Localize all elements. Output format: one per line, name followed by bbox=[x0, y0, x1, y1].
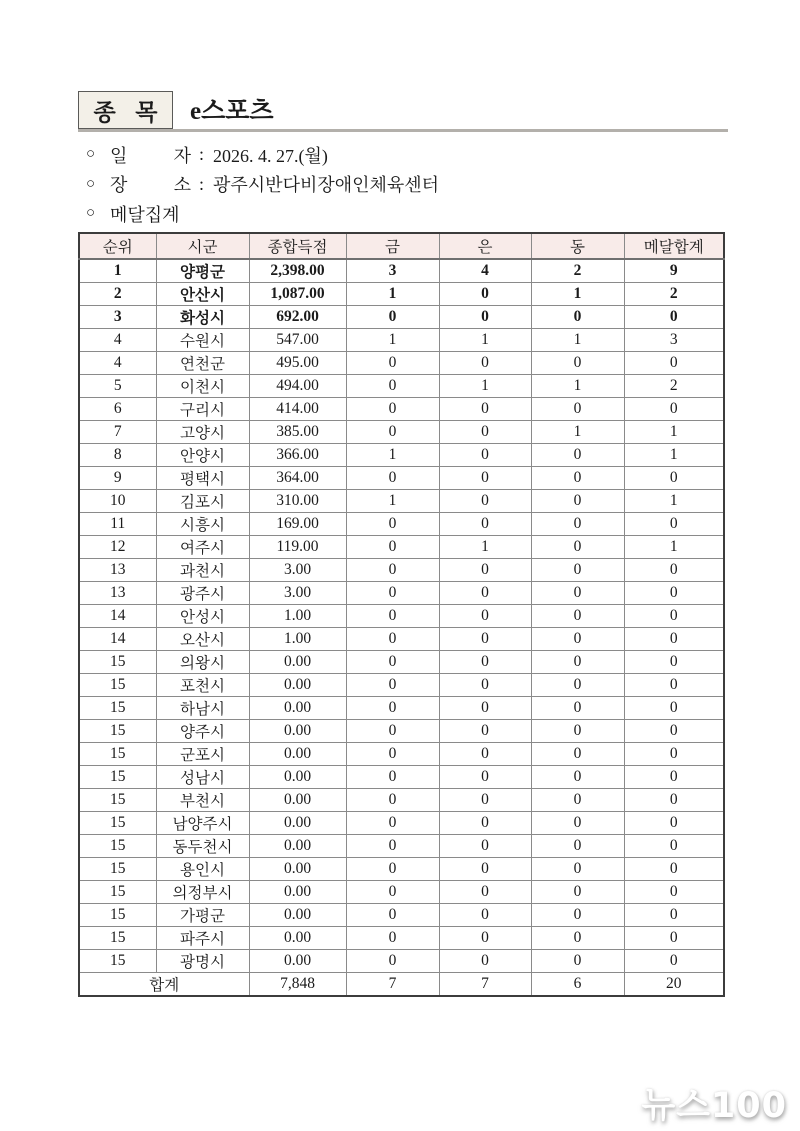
place-label: 장 소 bbox=[110, 175, 191, 196]
cell-score: 692.00 bbox=[249, 306, 346, 329]
cell-rank: 15 bbox=[79, 743, 156, 766]
cell-city: 구리시 bbox=[156, 398, 249, 421]
cell-bronze: 0 bbox=[531, 881, 624, 904]
cell-medal-total: 1 bbox=[624, 490, 724, 513]
cell-gold: 0 bbox=[346, 605, 439, 628]
cell-bronze: 0 bbox=[531, 904, 624, 927]
table-row bbox=[79, 490, 724, 513]
cell-medal-total: 2 bbox=[624, 375, 724, 398]
cell-bronze: 0 bbox=[531, 674, 624, 697]
cell-medal-total: 0 bbox=[624, 352, 724, 375]
cell-medal-total: 0 bbox=[624, 306, 724, 329]
category-header bbox=[78, 91, 728, 132]
cell-rank: 15 bbox=[79, 950, 156, 973]
cell-bronze: 1 bbox=[531, 329, 624, 352]
cell-gold: 0 bbox=[346, 674, 439, 697]
cell-silver: 0 bbox=[439, 398, 531, 421]
cell-medal-total: 0 bbox=[624, 950, 724, 973]
table-row bbox=[79, 927, 724, 950]
cell-city: 여주시 bbox=[156, 536, 249, 559]
cell-score: 494.00 bbox=[249, 375, 346, 398]
cell-gold: 1 bbox=[346, 283, 439, 306]
table-row bbox=[79, 858, 724, 881]
cell-silver: 0 bbox=[439, 421, 531, 444]
cell-silver: 0 bbox=[439, 950, 531, 973]
cell-rank: 14 bbox=[79, 605, 156, 628]
cell-bronze: 0 bbox=[531, 950, 624, 973]
cell-rank: 13 bbox=[79, 559, 156, 582]
cell-medal-total: 0 bbox=[624, 697, 724, 720]
medal-tally-label: 메달집계 bbox=[110, 204, 180, 225]
col-header-medal-total: 메달합계 bbox=[624, 233, 724, 259]
cell-gold: 0 bbox=[346, 950, 439, 973]
cell-medal-total: 0 bbox=[624, 398, 724, 421]
table-row bbox=[79, 513, 724, 536]
category-label bbox=[94, 94, 158, 127]
cell-score: 3.00 bbox=[249, 559, 346, 582]
cell-medal-total: 0 bbox=[624, 720, 724, 743]
date-value: 2026. 4. 27.(월) bbox=[213, 145, 328, 166]
table-row bbox=[79, 904, 724, 927]
total-silver: 7 bbox=[439, 973, 531, 997]
cell-silver: 0 bbox=[439, 283, 531, 306]
cell-rank: 15 bbox=[79, 927, 156, 950]
cell-silver: 0 bbox=[439, 352, 531, 375]
cell-medal-total: 0 bbox=[624, 766, 724, 789]
cell-score: 0.00 bbox=[249, 674, 346, 697]
cell-score: 0.00 bbox=[249, 950, 346, 973]
cell-medal-total: 0 bbox=[624, 904, 724, 927]
cell-city: 남양주시 bbox=[156, 812, 249, 835]
cell-gold: 0 bbox=[346, 513, 439, 536]
cell-city: 과천시 bbox=[156, 559, 249, 582]
cell-city: 파주시 bbox=[156, 927, 249, 950]
cell-bronze: 0 bbox=[531, 766, 624, 789]
cell-silver: 0 bbox=[439, 927, 531, 950]
cell-medal-total: 0 bbox=[624, 467, 724, 490]
cell-gold: 0 bbox=[346, 697, 439, 720]
cell-silver: 0 bbox=[439, 467, 531, 490]
cell-medal-total: 3 bbox=[624, 329, 724, 352]
table-row bbox=[79, 628, 724, 651]
col-header-rank: 순위 bbox=[79, 233, 156, 259]
circle-bullet-icon: ○ bbox=[86, 146, 96, 163]
cell-city: 의왕시 bbox=[156, 651, 249, 674]
table-row bbox=[79, 835, 724, 858]
cell-score: 3.00 bbox=[249, 582, 346, 605]
cell-medal-total: 0 bbox=[624, 628, 724, 651]
cell-medal-total: 0 bbox=[624, 743, 724, 766]
cell-score: 0.00 bbox=[249, 743, 346, 766]
table-row bbox=[79, 812, 724, 835]
cell-gold: 0 bbox=[346, 720, 439, 743]
cell-city: 고양시 bbox=[156, 421, 249, 444]
table-row bbox=[79, 559, 724, 582]
cell-city: 가평군 bbox=[156, 904, 249, 927]
cell-medal-total: 0 bbox=[624, 559, 724, 582]
cell-rank: 15 bbox=[79, 651, 156, 674]
table-row bbox=[79, 720, 724, 743]
table-row bbox=[79, 421, 724, 444]
table-row bbox=[79, 582, 724, 605]
cell-bronze: 0 bbox=[531, 651, 624, 674]
cell-city: 평택시 bbox=[156, 467, 249, 490]
news100-watermark-logo: 뉴스100 bbox=[641, 1086, 787, 1126]
table-row bbox=[79, 950, 724, 973]
cell-bronze: 0 bbox=[531, 306, 624, 329]
cell-bronze: 0 bbox=[531, 858, 624, 881]
cell-score: 0.00 bbox=[249, 835, 346, 858]
cell-silver: 0 bbox=[439, 812, 531, 835]
cell-silver: 0 bbox=[439, 789, 531, 812]
cell-gold: 0 bbox=[346, 628, 439, 651]
cell-gold: 0 bbox=[346, 536, 439, 559]
cell-rank: 5 bbox=[79, 375, 156, 398]
cell-bronze: 0 bbox=[531, 697, 624, 720]
cell-silver: 4 bbox=[439, 259, 531, 283]
cell-rank: 9 bbox=[79, 467, 156, 490]
cell-bronze: 1 bbox=[531, 375, 624, 398]
cell-medal-total: 0 bbox=[624, 835, 724, 858]
cell-rank: 6 bbox=[79, 398, 156, 421]
cell-city: 광명시 bbox=[156, 950, 249, 973]
cell-gold: 0 bbox=[346, 743, 439, 766]
cell-gold: 0 bbox=[346, 582, 439, 605]
cell-rank: 4 bbox=[79, 352, 156, 375]
cell-silver: 0 bbox=[439, 904, 531, 927]
cell-bronze: 0 bbox=[531, 789, 624, 812]
cell-city: 하남시 bbox=[156, 697, 249, 720]
cell-silver: 0 bbox=[439, 743, 531, 766]
table-row bbox=[79, 467, 724, 490]
cell-gold: 0 bbox=[346, 352, 439, 375]
cell-score: 310.00 bbox=[249, 490, 346, 513]
cell-gold: 0 bbox=[346, 766, 439, 789]
cell-silver: 0 bbox=[439, 697, 531, 720]
cell-bronze: 1 bbox=[531, 421, 624, 444]
cell-gold: 0 bbox=[346, 306, 439, 329]
total-score: 7,848 bbox=[249, 973, 346, 997]
cell-rank: 12 bbox=[79, 536, 156, 559]
cell-medal-total: 0 bbox=[624, 513, 724, 536]
cell-medal-total: 0 bbox=[624, 789, 724, 812]
cell-score: 366.00 bbox=[249, 444, 346, 467]
info-line-medal-tally bbox=[86, 199, 439, 229]
cell-gold: 0 bbox=[346, 651, 439, 674]
cell-silver: 0 bbox=[439, 881, 531, 904]
cell-gold: 1 bbox=[346, 490, 439, 513]
cell-medal-total: 1 bbox=[624, 421, 724, 444]
cell-bronze: 0 bbox=[531, 582, 624, 605]
cell-rank: 15 bbox=[79, 674, 156, 697]
cell-bronze: 1 bbox=[531, 283, 624, 306]
event-title: e스포츠 bbox=[190, 98, 274, 125]
cell-rank: 8 bbox=[79, 444, 156, 467]
cell-city: 용인시 bbox=[156, 858, 249, 881]
cell-medal-total: 2 bbox=[624, 283, 724, 306]
total-row bbox=[79, 973, 724, 997]
circle-bullet-icon: ○ bbox=[86, 205, 96, 222]
cell-medal-total: 1 bbox=[624, 536, 724, 559]
table-row bbox=[79, 605, 724, 628]
cell-city: 의정부시 bbox=[156, 881, 249, 904]
table-header-row bbox=[79, 233, 724, 259]
cell-city: 안성시 bbox=[156, 605, 249, 628]
table-row bbox=[79, 697, 724, 720]
cell-city: 연천군 bbox=[156, 352, 249, 375]
cell-rank: 15 bbox=[79, 789, 156, 812]
table-row bbox=[79, 651, 724, 674]
cell-score: 0.00 bbox=[249, 766, 346, 789]
cell-city: 김포시 bbox=[156, 490, 249, 513]
cell-score: 0.00 bbox=[249, 697, 346, 720]
cell-bronze: 0 bbox=[531, 605, 624, 628]
table-row bbox=[79, 881, 724, 904]
cell-silver: 0 bbox=[439, 490, 531, 513]
table-row bbox=[79, 766, 724, 789]
cell-gold: 0 bbox=[346, 927, 439, 950]
cell-bronze: 0 bbox=[531, 812, 624, 835]
col-header-bronze: 동 bbox=[531, 233, 624, 259]
cell-rank: 3 bbox=[79, 306, 156, 329]
cell-rank: 15 bbox=[79, 881, 156, 904]
cell-silver: 1 bbox=[439, 536, 531, 559]
cell-bronze: 0 bbox=[531, 398, 624, 421]
cell-bronze: 2 bbox=[531, 259, 624, 283]
cell-rank: 2 bbox=[79, 283, 156, 306]
date-colon: : bbox=[199, 144, 205, 165]
cell-gold: 0 bbox=[346, 835, 439, 858]
cell-gold: 0 bbox=[346, 467, 439, 490]
cell-city: 성남시 bbox=[156, 766, 249, 789]
cell-gold: 1 bbox=[346, 329, 439, 352]
cell-score: 0.00 bbox=[249, 904, 346, 927]
place-colon: : bbox=[199, 173, 205, 194]
category-label-char1: 종 bbox=[93, 99, 116, 125]
cell-score: 0.00 bbox=[249, 881, 346, 904]
cell-medal-total: 0 bbox=[624, 674, 724, 697]
info-line-date bbox=[86, 140, 439, 170]
cell-gold: 0 bbox=[346, 789, 439, 812]
cell-rank: 14 bbox=[79, 628, 156, 651]
table-row bbox=[79, 444, 724, 467]
place-value: 광주시반다비장애인체육센터 bbox=[213, 175, 440, 196]
cell-rank: 4 bbox=[79, 329, 156, 352]
cell-city: 안양시 bbox=[156, 444, 249, 467]
info-line-place bbox=[86, 170, 439, 200]
info-list bbox=[86, 140, 439, 229]
total-medal-total: 20 bbox=[624, 973, 724, 997]
cell-score: 547.00 bbox=[249, 329, 346, 352]
cell-medal-total: 0 bbox=[624, 881, 724, 904]
cell-score: 0.00 bbox=[249, 789, 346, 812]
cell-medal-total: 0 bbox=[624, 812, 724, 835]
cell-medal-total: 0 bbox=[624, 858, 724, 881]
cell-silver: 1 bbox=[439, 329, 531, 352]
cell-rank: 13 bbox=[79, 582, 156, 605]
col-header-gold: 금 bbox=[346, 233, 439, 259]
cell-silver: 0 bbox=[439, 858, 531, 881]
cell-city: 광주시 bbox=[156, 582, 249, 605]
cell-score: 385.00 bbox=[249, 421, 346, 444]
cell-rank: 15 bbox=[79, 858, 156, 881]
cell-gold: 0 bbox=[346, 421, 439, 444]
cell-score: 0.00 bbox=[249, 651, 346, 674]
cell-silver: 1 bbox=[439, 375, 531, 398]
table-row bbox=[79, 674, 724, 697]
col-header-score: 종합득점 bbox=[249, 233, 346, 259]
cell-city: 동두천시 bbox=[156, 835, 249, 858]
cell-gold: 3 bbox=[346, 259, 439, 283]
category-label-char2: 목 bbox=[135, 99, 158, 125]
total-gold: 7 bbox=[346, 973, 439, 997]
cell-score: 2,398.00 bbox=[249, 259, 346, 283]
date-label: 일 자 bbox=[110, 145, 191, 166]
cell-rank: 15 bbox=[79, 720, 156, 743]
cell-silver: 0 bbox=[439, 582, 531, 605]
cell-city: 군포시 bbox=[156, 743, 249, 766]
col-header-city: 시군 bbox=[156, 233, 249, 259]
table-row bbox=[79, 398, 724, 421]
cell-city: 이천시 bbox=[156, 375, 249, 398]
cell-score: 0.00 bbox=[249, 927, 346, 950]
cell-rank: 15 bbox=[79, 766, 156, 789]
cell-silver: 0 bbox=[439, 559, 531, 582]
cell-gold: 0 bbox=[346, 812, 439, 835]
cell-silver: 0 bbox=[439, 766, 531, 789]
cell-bronze: 0 bbox=[531, 513, 624, 536]
cell-rank: 15 bbox=[79, 835, 156, 858]
table-row bbox=[79, 306, 724, 329]
cell-medal-total: 0 bbox=[624, 927, 724, 950]
cell-score: 169.00 bbox=[249, 513, 346, 536]
cell-rank: 15 bbox=[79, 904, 156, 927]
cell-silver: 0 bbox=[439, 628, 531, 651]
cell-silver: 0 bbox=[439, 513, 531, 536]
cell-silver: 0 bbox=[439, 835, 531, 858]
cell-gold: 0 bbox=[346, 398, 439, 421]
cell-rank: 1 bbox=[79, 259, 156, 283]
table-row bbox=[79, 536, 724, 559]
table-row bbox=[79, 743, 724, 766]
cell-medal-total: 0 bbox=[624, 651, 724, 674]
cell-city: 포천시 bbox=[156, 674, 249, 697]
cell-bronze: 0 bbox=[531, 835, 624, 858]
cell-city: 부천시 bbox=[156, 789, 249, 812]
cell-silver: 0 bbox=[439, 651, 531, 674]
table-row bbox=[79, 329, 724, 352]
cell-score: 0.00 bbox=[249, 720, 346, 743]
total-bronze: 6 bbox=[531, 973, 624, 997]
cell-city: 수원시 bbox=[156, 329, 249, 352]
total-label: 합계 bbox=[79, 973, 249, 997]
cell-city: 안산시 bbox=[156, 283, 249, 306]
cell-bronze: 0 bbox=[531, 352, 624, 375]
cell-silver: 0 bbox=[439, 674, 531, 697]
cell-bronze: 0 bbox=[531, 559, 624, 582]
cell-bronze: 0 bbox=[531, 743, 624, 766]
medal-standings-table bbox=[78, 232, 725, 997]
cell-score: 0.00 bbox=[249, 812, 346, 835]
cell-medal-total: 9 bbox=[624, 259, 724, 283]
table-row bbox=[79, 283, 724, 306]
cell-rank: 11 bbox=[79, 513, 156, 536]
cell-city: 양주시 bbox=[156, 720, 249, 743]
cell-bronze: 0 bbox=[531, 467, 624, 490]
cell-rank: 7 bbox=[79, 421, 156, 444]
cell-score: 1.00 bbox=[249, 628, 346, 651]
cell-gold: 0 bbox=[346, 904, 439, 927]
cell-score: 414.00 bbox=[249, 398, 346, 421]
cell-silver: 0 bbox=[439, 306, 531, 329]
cell-silver: 0 bbox=[439, 444, 531, 467]
cell-score: 119.00 bbox=[249, 536, 346, 559]
cell-rank: 15 bbox=[79, 812, 156, 835]
cell-score: 1.00 bbox=[249, 605, 346, 628]
cell-bronze: 0 bbox=[531, 444, 624, 467]
cell-score: 364.00 bbox=[249, 467, 346, 490]
cell-silver: 0 bbox=[439, 605, 531, 628]
cell-city: 화성시 bbox=[156, 306, 249, 329]
cell-rank: 15 bbox=[79, 697, 156, 720]
cell-city: 양평군 bbox=[156, 259, 249, 283]
table-row bbox=[79, 352, 724, 375]
col-header-silver: 은 bbox=[439, 233, 531, 259]
cell-bronze: 0 bbox=[531, 927, 624, 950]
cell-bronze: 0 bbox=[531, 720, 624, 743]
cell-city: 시흥시 bbox=[156, 513, 249, 536]
table-row bbox=[79, 259, 724, 283]
cell-silver: 0 bbox=[439, 720, 531, 743]
cell-medal-total: 0 bbox=[624, 582, 724, 605]
cell-bronze: 0 bbox=[531, 628, 624, 651]
cell-score: 1,087.00 bbox=[249, 283, 346, 306]
category-box bbox=[78, 91, 173, 129]
circle-bullet-icon: ○ bbox=[86, 175, 96, 192]
cell-bronze: 0 bbox=[531, 536, 624, 559]
cell-gold: 0 bbox=[346, 881, 439, 904]
cell-gold: 1 bbox=[346, 444, 439, 467]
cell-city: 오산시 bbox=[156, 628, 249, 651]
cell-rank: 10 bbox=[79, 490, 156, 513]
table-row bbox=[79, 375, 724, 398]
table-row bbox=[79, 789, 724, 812]
cell-bronze: 0 bbox=[531, 490, 624, 513]
cell-score: 495.00 bbox=[249, 352, 346, 375]
cell-gold: 0 bbox=[346, 559, 439, 582]
cell-score: 0.00 bbox=[249, 858, 346, 881]
cell-medal-total: 1 bbox=[624, 444, 724, 467]
cell-gold: 0 bbox=[346, 375, 439, 398]
cell-medal-total: 0 bbox=[624, 605, 724, 628]
cell-gold: 0 bbox=[346, 858, 439, 881]
